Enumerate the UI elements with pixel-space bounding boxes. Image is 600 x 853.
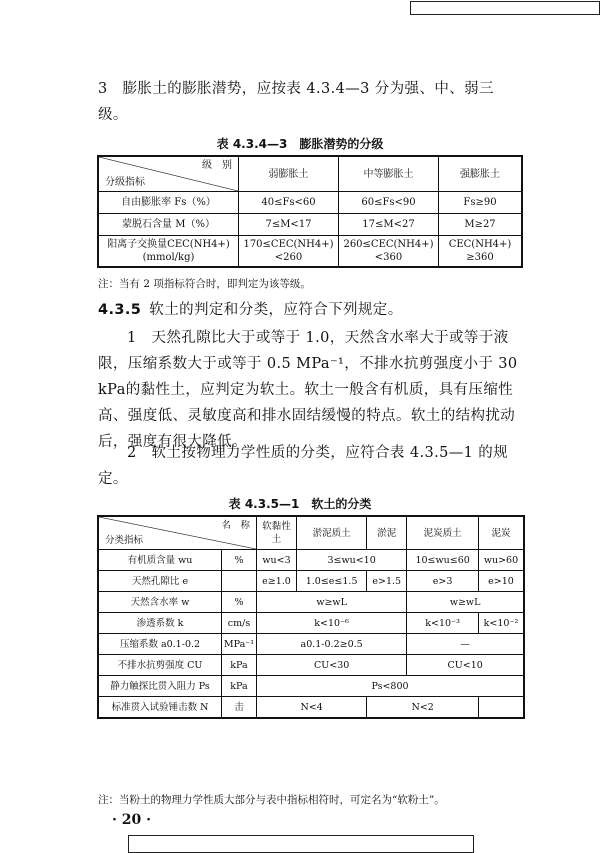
table-1-cell: 17≤M<27	[339, 214, 439, 236]
table-2-row-unit: kPa	[222, 655, 257, 676]
table-2-cell: wu>60	[479, 550, 525, 571]
table-2-cell: k<10⁻²	[479, 613, 525, 634]
section-heading	[98, 297, 522, 323]
table-1-cell-line: 260≤CEC(NH4+)	[343, 239, 434, 250]
table-2-row-unit: kPa	[222, 676, 257, 697]
table-2-row-label: 天然含水率 w	[98, 592, 222, 613]
table-2-row-label: 压缩系数 a0.1-0.2	[98, 634, 222, 655]
table-1-row-label: 蒙脱石含量 M（%）	[98, 214, 239, 236]
table-2-row-unit: 击	[222, 697, 257, 719]
table-1-cell	[239, 236, 339, 268]
section-number: 4.3.5	[98, 302, 142, 318]
table-2-row-unit: MPa⁻¹	[222, 634, 257, 655]
table-1-cell: 40≤Fs<60	[239, 192, 339, 214]
header-box	[410, 1, 600, 15]
table-1-row-label-line: 阳离子交换量CEC(NH4+)	[107, 239, 230, 250]
table-2-corner-header	[98, 516, 257, 550]
table-1-col-weak: 弱膨胀土	[239, 156, 339, 192]
table-2-caption: 表 4.3.5—1 软土的分类	[228, 497, 372, 511]
soft-soil-classification-table	[97, 515, 525, 719]
table-2-row-label: 有机质含量 wu	[98, 550, 222, 571]
table-2-row-unit: %	[222, 592, 257, 613]
table-2-cell: CU<30	[257, 655, 407, 676]
table-1-row-label	[98, 236, 239, 268]
table-2-cell: k<10⁻⁶	[257, 613, 407, 634]
table-1-cell: Fs≥90	[439, 192, 523, 214]
table-1-cell-line: <360	[374, 252, 403, 263]
table-1-row-label-line: (mmol/kg)	[142, 252, 195, 263]
table-2-cell	[479, 697, 525, 719]
table-1-caption: 表 4.3.4—3 膨胀潜势的分级	[216, 137, 384, 151]
table-2-cell: wu<3	[257, 550, 297, 571]
table-1-header-grade: 级 别	[202, 160, 232, 171]
table-1-col-strong: 强膨胀土	[439, 156, 523, 192]
section-title: 软土的判定和分类，应符合下列规定。	[149, 302, 403, 318]
paragraph-soft-soil-classification: 2 软土按物理力学性质的分类，应符合表 4.3.5—1 的规定。	[98, 445, 509, 487]
table-2-cell: N<2	[367, 697, 479, 719]
table-1-col-medium: 中等膨胀土	[339, 156, 439, 192]
table-1-cell	[339, 236, 439, 268]
table-2-cell: 1.0≤e≤1.5	[297, 571, 367, 592]
table-2-cell: —	[407, 634, 524, 655]
table-2-cell: k<10⁻³	[407, 613, 479, 634]
table-1-cell-line: 170≤CEC(NH4+)	[243, 239, 334, 250]
table-2-header-index: 分类指标	[105, 535, 144, 546]
table-2-note: 注：当粉土的物理力学性质大部分与表中指标相符时，可定名为“软粉土”。	[98, 794, 445, 806]
table-2-cell: 10≤wu≤60	[407, 550, 479, 571]
table-2-cell: Ps<800	[257, 676, 525, 697]
table-2-header-name: 名 称	[221, 520, 250, 531]
table-2-row-label: 标准贯入试验锤击数 N	[98, 697, 222, 719]
table-2-cell: e>1.5	[367, 571, 407, 592]
table-2-cell: e≥1.0	[257, 571, 297, 592]
table-1-cell-line: <260	[274, 252, 303, 263]
table-2-row-unit: cm/s	[222, 613, 257, 634]
table-1-cell: 60≤Fs<90	[339, 192, 439, 214]
table-2-row-label: 不排水抗剪强度 CU	[98, 655, 222, 676]
table-1-row-label: 自由膨胀率 Fs（%）	[98, 192, 239, 214]
table-1-cell: M≥27	[439, 214, 523, 236]
expansive-potential-table	[97, 155, 523, 268]
table-2-cell: N<4	[257, 697, 367, 719]
table-1-cell	[439, 236, 523, 268]
table-2-cell: 3≤wu<10	[297, 550, 407, 571]
table-2-row-label: 静力触探比贯入阻力 Ps	[98, 676, 222, 697]
page-number: · 20 ·	[112, 812, 151, 828]
table-2-row-label: 渗透系数 k	[98, 613, 222, 634]
table-1-note: 注：当有 2 项指标符合时，即判定为该等级。	[98, 278, 311, 290]
table-2-col-peat: 泥炭	[479, 516, 525, 550]
table-2-col-peaty-soil: 泥炭质土	[407, 516, 479, 550]
paragraph-soft-soil-definition: 1 天然孔隙比大于或等于 1.0，天然含水率大于或等于液限，压缩系数大于或等于 0.5 MPa⁻¹，不排水抗剪强度小于 30 kPa的黏性土，应判定为软土。软土一般含有机质，具有压缩性高、强度低、灵敏度高和排水固结缓慢的特点。软土的结构扰动后，强度有很大降低。	[98, 330, 518, 450]
table-2-cell: e>3	[407, 571, 479, 592]
table-2-col-muck: 淤泥	[367, 516, 407, 550]
paragraph-expansive-potential: 3 膨胀土的膨胀潜势，应按表 4.3.4—3 分为强、中、弱三级。	[98, 81, 494, 123]
table-1-cell-line: CEC(NH4+)	[448, 239, 512, 250]
table-1-cell-line: ≥360	[466, 252, 494, 263]
table-2-cell: w≥wL	[257, 592, 407, 613]
table-2-col-soft-clay: 软黏性土	[257, 516, 297, 550]
table-1-corner-header	[98, 156, 239, 192]
table-2-row-label: 天然孔隙比 e	[98, 571, 222, 592]
table-2-cell: w≥wL	[407, 592, 524, 613]
table-2-row-unit: %	[222, 550, 257, 571]
table-2-row-unit	[222, 571, 257, 592]
table-1-header-index: 分级指标	[105, 177, 145, 188]
table-1-cell: 7≤M<17	[239, 214, 339, 236]
table-2-cell: a0.1-0.2≥0.5	[257, 634, 407, 655]
table-2-cell: e>10	[479, 571, 525, 592]
table-2-col-mucky-soil: 淤泥质土	[297, 516, 367, 550]
table-2-cell: CU<10	[407, 655, 524, 676]
footer-box	[128, 835, 474, 853]
